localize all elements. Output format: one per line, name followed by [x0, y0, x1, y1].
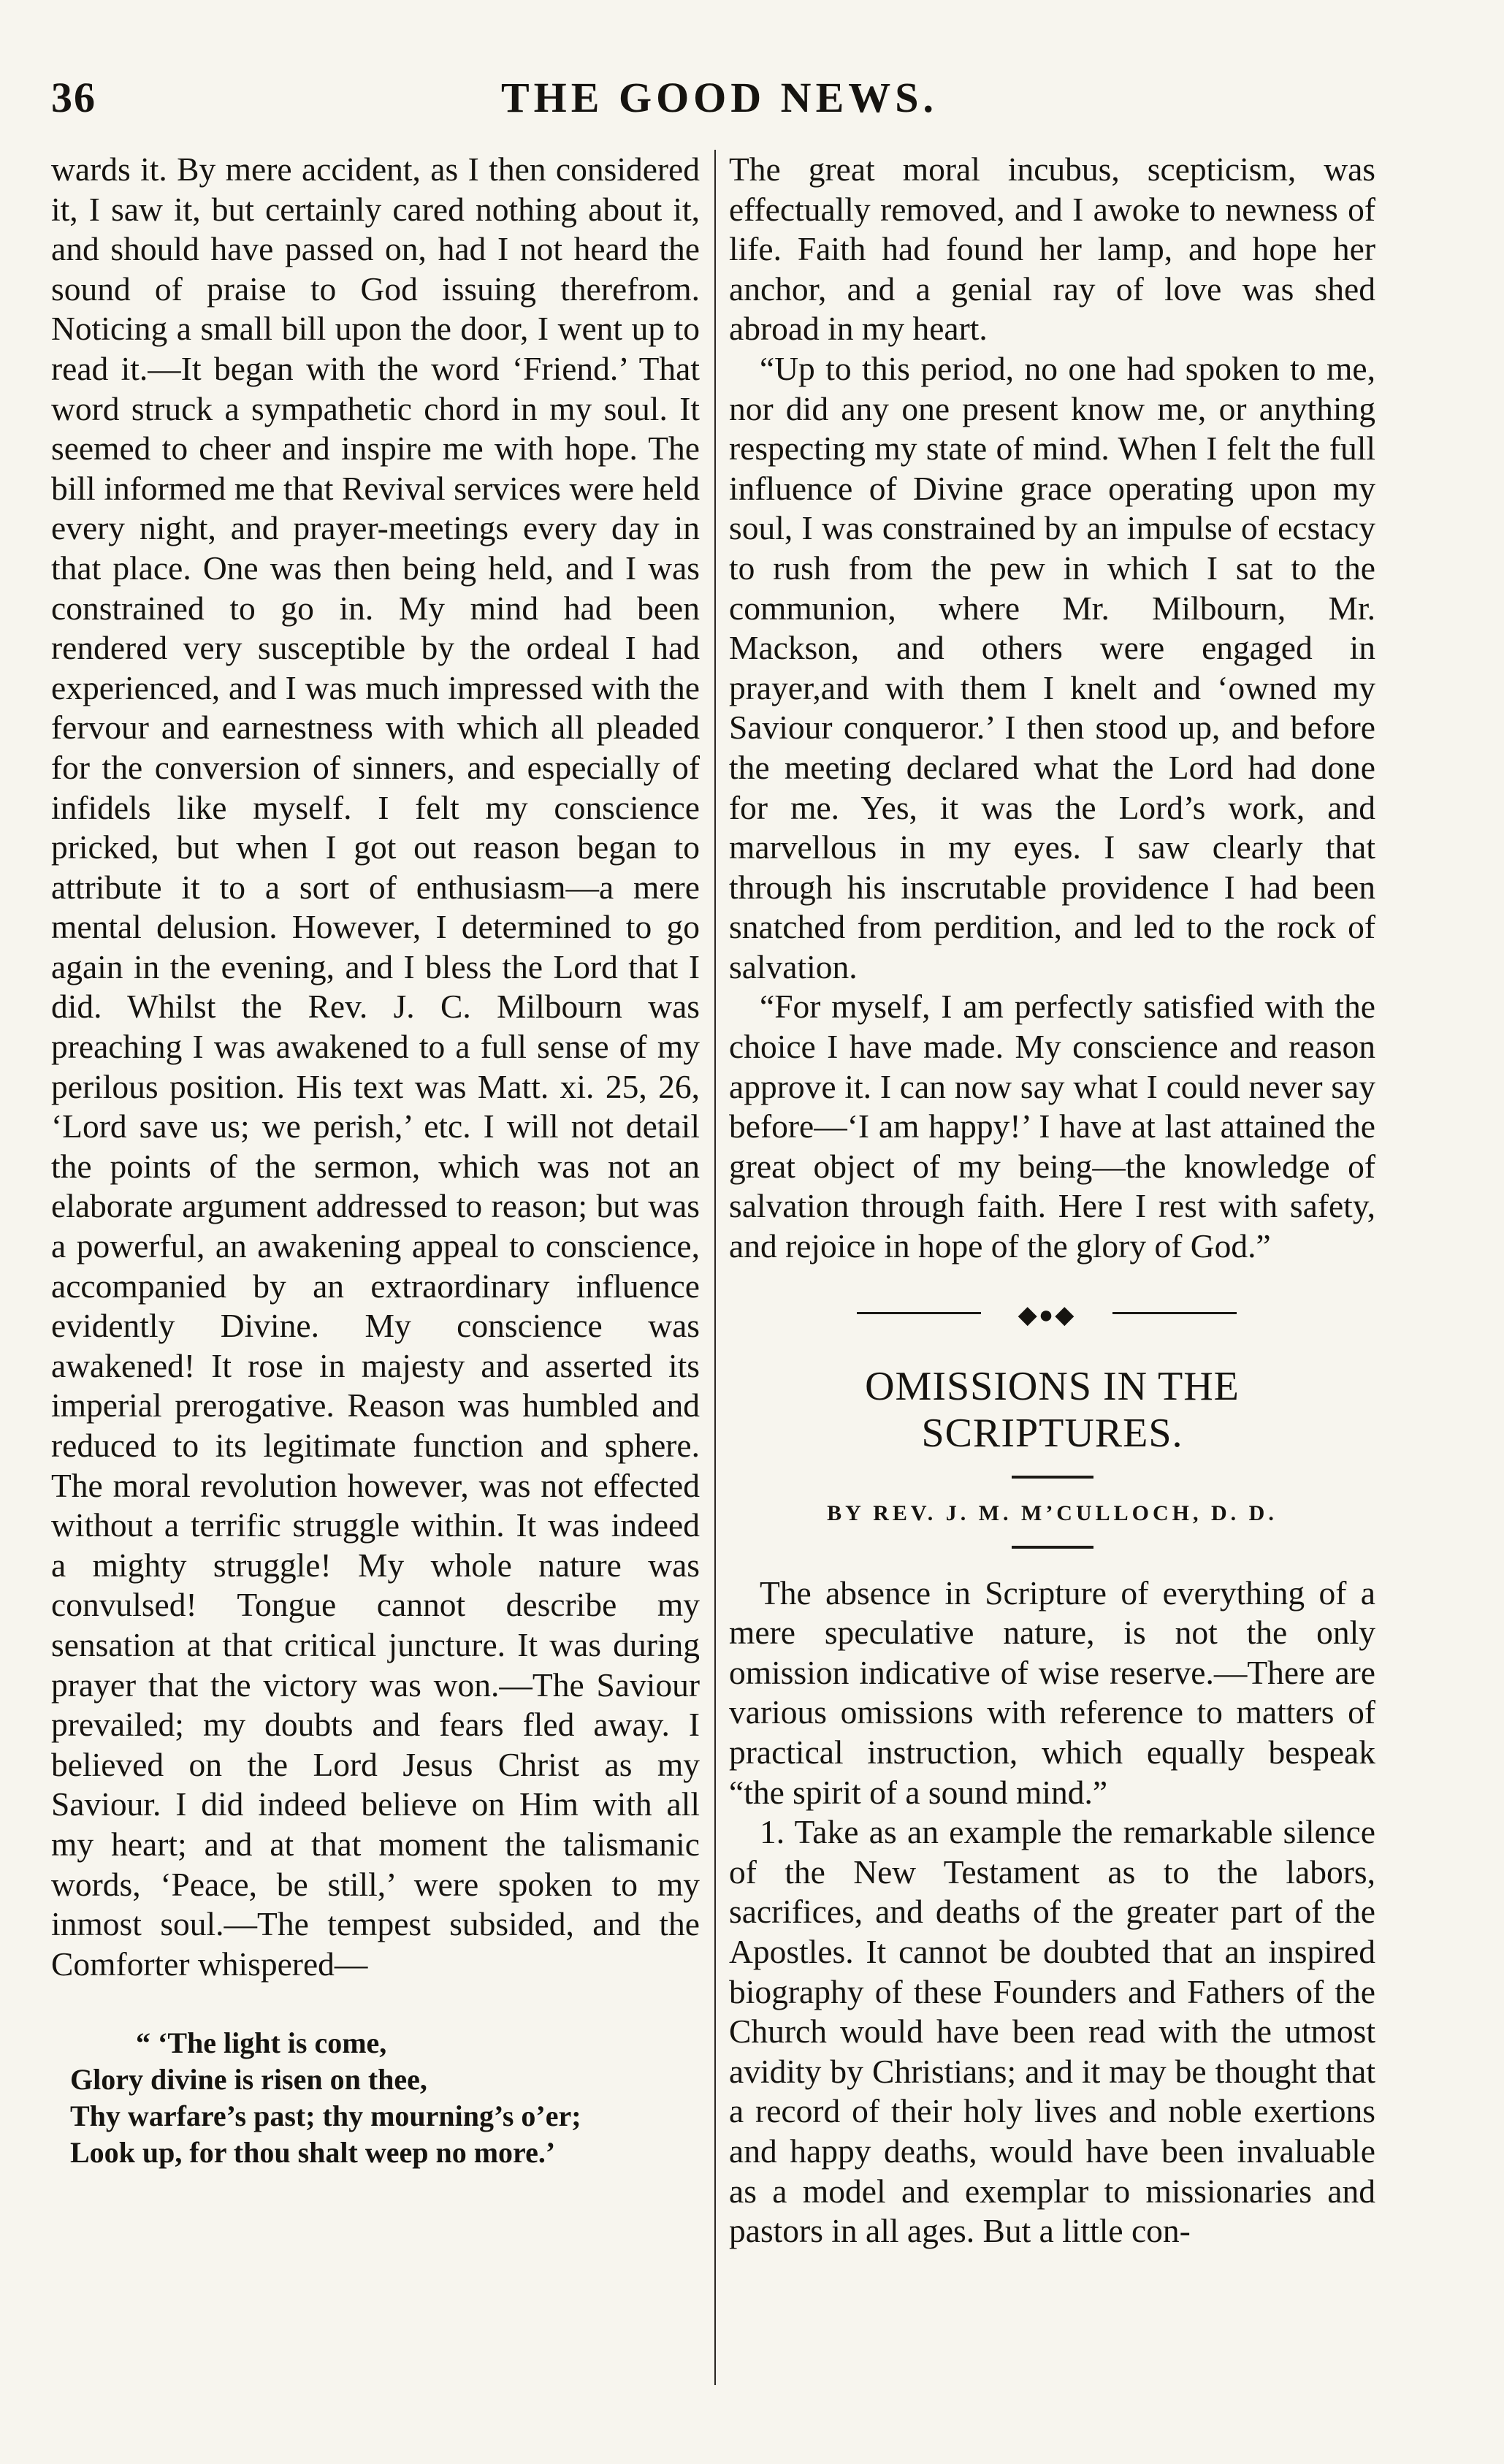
verse-line-2: Glory divine is risen on thee, [70, 2063, 427, 2097]
ornament-rule-right [1112, 1312, 1237, 1314]
column-divider [714, 150, 716, 2385]
right-paragraph-4: The absence in Scripture of everything of a mere speculative nature, is not the only omission indicative of wise reserve.—There are various omissions with reference to matters of practical instruction, which equally bespeak “the spirit of a sound mind.” [729, 1574, 1375, 1811]
right-column [729, 150, 1375, 2251]
section-ornament [729, 1293, 1375, 1334]
right-paragraph-1: The great moral incubus, scepticism, was effectually removed, and I awoke to newness of life. Faith had found her lamp, and hope her anchor, and a genial ray of love was shed abroad in my heart. [729, 150, 1375, 348]
right-paragraph-2: “Up to this period, no one had spoken to me, nor did any one present know me, or anything respecting my state of mind. When I felt the full influence of Divine grace operating upon my soul, I was constrained by an impulse of ecstacy to rush from the pew in which I sat to the communion, where Mr. Milbourn, Mr. Mackson, and others were engaged in prayer,and with them I knelt and ‘owned my Saviour conqueror.’ I then stood up, and before the meeting declared what the Lord had done for me. Yes, it was the Lord’s work, and marvellous in my eyes. I saw clearly that through his inscrutable providence I had been snatched from perdition, and led to the rock of salvation. [729, 349, 1375, 985]
ornament-rule-left [857, 1312, 981, 1314]
right-paragraph-5: 1. Take as an example the remarkable silence of the New Testament as to the labors, sacrifices, and deaths of the greater part of the Apostles. It cannot be doubted that an inspired biography of these Founders and Fathers of the Church would have been read with the utmost avidity by Christians; and it may be thought that a record of their holy lives and noble exertions and happy deaths, would have been invaluable as a model and exemplar to missionaries and pastors in all ages. But a little con- [729, 1813, 1375, 2250]
article-byline: BY REV. J. M. M’CULLOCH, D. D. [827, 1500, 1278, 1525]
verse-line-3: Thy warfare’s past; thy mourning’s o’er; [70, 2099, 581, 2133]
ornament-glyph: ◆●◆ [1018, 1301, 1076, 1329]
left-column [51, 150, 700, 2171]
verse-line-1: “ ‘The light is come, [136, 2026, 387, 2060]
verse-line-4: Look up, for thou shalt weep no more.’ [70, 2136, 556, 2170]
byline-rule [1012, 1546, 1093, 1549]
hymn-verse [70, 2025, 700, 2171]
article-title: OMISSIONS IN THE SCRIPTURES. [865, 1363, 1240, 1456]
title-rule [1012, 1476, 1093, 1479]
running-head: THE GOOD NEWS. [500, 74, 939, 121]
right-paragraph-3: “For myself, I am perfectly satisfied with the choice I have made. My conscience and reason approve it. I can now say what I could never say before—‘I am happy!’ I have at last attained the great object of my being—the knowledge of salvation through faith. Here I rest with safety, and rejoice in hope of the glory of God.” [729, 988, 1375, 1265]
page-number: 36 [51, 74, 96, 121]
left-paragraph-1: wards it. By mere accident, as I then considered it, I saw it, but certainly cared nothing about it, and should have passed on, had I not heard the sound of praise to God issuing therefrom. Noticing a small bill upon the door, I went up to read it.—It began with the word ‘Friend.’ That word struck a sympathetic chord in my soul. It seemed to cheer and inspire me with hope. The bill informed me that Revival services were held every night, and prayer-meetings every day in that place. One was then being held, and I was constrained to go in. My mind had been rendered very susceptible by the ordeal I had experienced, and I was much impressed with the fervour and earnestness with which all pleaded for the conversion of sinners, and especially of infidels like myself. I felt my conscience pricked, but when I got out reason began to attribute it to a sort of enthusiasm—a mere mental delusion. However, I determined to go again in the evening, and I bless the Lord that I did. Whilst the Rev. J. C. Milbourn was preaching I was awakened to a full sense of my perilous position. His text was Matt. xi. 25, 26, ‘Lord save us; we perish,’ etc. I will not detail the points of the sermon, which was not an elaborate argument addressed to reason; but was a powerful, an awakening appeal to conscience, accompanied by an extraordinary influence evidently Divine. My conscience was awakened! It rose in majesty and asserted its imperial prerogative. Reason was humbled and reduced to its legitimate function and sphere. The moral revolution however, was not effected without a terrific struggle within. It was indeed a mighty struggle! My whole nature was convulsed! Tongue cannot describe my sensation at that critical juncture. It was during prayer that the victory was won.—The Saviour prevailed; my doubts and fears fled away. I believed on the Lord Jesus Christ as my Saviour. I did indeed believe on Him with all my heart; and at that moment the talismanic words, ‘Peace, be still,’ were spoken to my inmost soul.—The tempest subsided, and the Comforter whispered— [51, 150, 700, 1983]
page-header [51, 67, 1388, 133]
